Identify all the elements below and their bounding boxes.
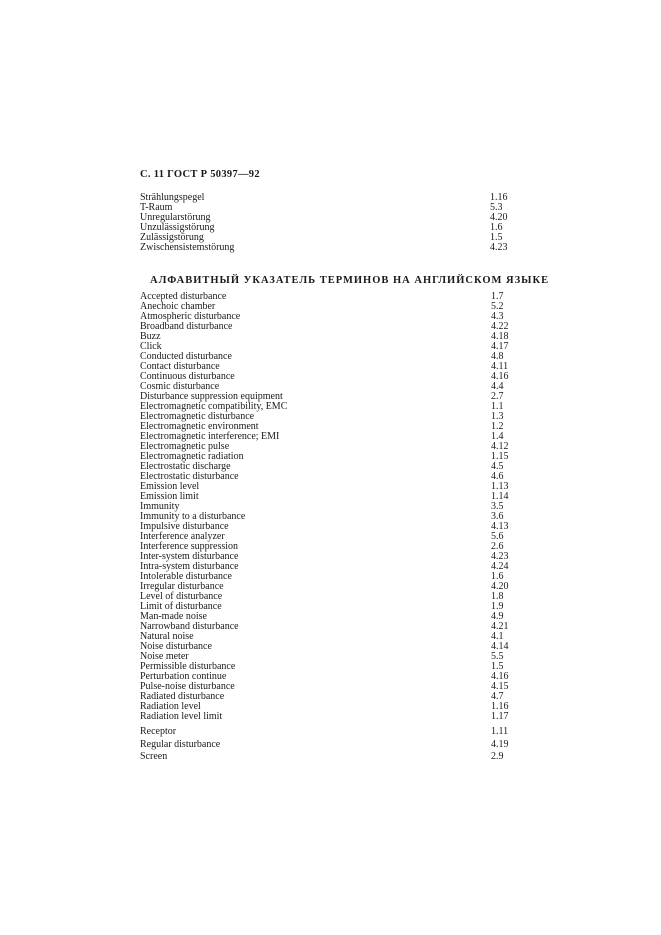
index-entry bbox=[140, 332, 520, 342]
index-entry bbox=[140, 322, 520, 332]
index-term: Emission level bbox=[140, 481, 200, 492]
index-term: Regular disturbance bbox=[140, 738, 221, 750]
index-term: Radiation level bbox=[140, 701, 201, 712]
index-term: Limit of disturbance bbox=[140, 601, 222, 612]
index-reference: 1.16 bbox=[490, 192, 508, 203]
index-reference: 4.24 bbox=[491, 561, 509, 572]
index-reference: 4.23 bbox=[491, 551, 509, 562]
index-entry bbox=[140, 492, 520, 502]
index-term: Man-made noise bbox=[140, 611, 207, 622]
index-term: Radiation level limit bbox=[140, 711, 223, 722]
index-term: Contact disturbance bbox=[140, 361, 220, 372]
page-header: С. 11 ГОСТ Р 50397—92 bbox=[140, 169, 260, 180]
index-reference: 4.13 bbox=[491, 521, 509, 532]
index-reference: 1.5 bbox=[491, 661, 504, 672]
index-term: Broadband disturbance bbox=[140, 321, 233, 332]
index-term: Conducted disturbance bbox=[140, 351, 232, 362]
index-reference: 4.3 bbox=[491, 311, 504, 322]
index-reference: 4.21 bbox=[491, 621, 509, 632]
index-reference: 3.5 bbox=[491, 501, 504, 512]
index-reference: 4.6 bbox=[491, 471, 504, 482]
index-term: Interference suppression bbox=[140, 541, 239, 552]
index-term: Interference analyzer bbox=[140, 531, 225, 542]
index-reference: 4.7 bbox=[491, 691, 504, 702]
index-reference: 1.9 bbox=[491, 601, 504, 612]
index-term: Permissible disturbance bbox=[140, 661, 236, 672]
index-term: Natural noise bbox=[140, 631, 194, 642]
index-reference: 4.11 bbox=[491, 361, 509, 372]
index-term: Immunity bbox=[140, 501, 180, 512]
index-reference: 1.5 bbox=[490, 232, 503, 243]
index-term: Irregular disturbance bbox=[140, 581, 224, 592]
index-reference: 4.17 bbox=[491, 341, 509, 352]
index-reference: 4.1 bbox=[491, 631, 504, 642]
index-term: T-Raum bbox=[140, 202, 173, 213]
index-term: Intra-system disturbance bbox=[140, 561, 239, 572]
index-entry bbox=[140, 712, 520, 722]
index-reference: 1.17 bbox=[491, 711, 509, 722]
index-reference: 1.16 bbox=[491, 701, 509, 712]
index-term: Electrostatic discharge bbox=[140, 461, 231, 472]
index-term: Buzz bbox=[140, 331, 161, 342]
index-term: Inter-system disturbance bbox=[140, 551, 239, 562]
index-term: Unzulässigstörung bbox=[140, 222, 215, 233]
index-entry bbox=[140, 739, 520, 752]
index-reference: 4.20 bbox=[491, 581, 509, 592]
index-term: Electromagnetic radiation bbox=[140, 451, 244, 462]
index-term: Click bbox=[140, 341, 162, 352]
index-term: Level of disturbance bbox=[140, 591, 223, 602]
index-reference: 1.6 bbox=[491, 571, 504, 582]
index-entry bbox=[140, 642, 520, 652]
index-term: Disturbance suppression equipment bbox=[140, 391, 283, 402]
index-term: Noise meter bbox=[140, 651, 189, 662]
index-reference: 1.2 bbox=[491, 421, 504, 432]
index-reference: 5.6 bbox=[491, 531, 504, 542]
index-reference: 4.4 bbox=[491, 381, 504, 392]
index-term: Atmospheric disturbance bbox=[140, 311, 241, 322]
index-reference: 4.16 bbox=[491, 371, 509, 382]
index-term: Electromagnetic interference; EMI bbox=[140, 431, 280, 442]
index-reference: 1.14 bbox=[491, 491, 509, 502]
index-term: Electromagnetic disturbance bbox=[140, 411, 255, 422]
index-reference: 4.20 bbox=[490, 212, 508, 223]
index-reference: 1.6 bbox=[490, 222, 503, 233]
index-term: Pulse-noise disturbance bbox=[140, 681, 235, 692]
index-term: Receptor bbox=[140, 726, 177, 737]
index-term: Electromagnetic pulse bbox=[140, 441, 230, 452]
index-term: Electromagnetic compatibility, EMC bbox=[140, 401, 288, 412]
index-term: Intolerable disturbance bbox=[140, 571, 232, 582]
index-reference: 3.6 bbox=[491, 511, 504, 522]
index-reference: 2.9 bbox=[491, 751, 504, 763]
index-reference: 4.14 bbox=[491, 641, 509, 652]
index-term: Zwischensistemstörung bbox=[140, 242, 235, 253]
index-term: Narrowband disturbance bbox=[140, 621, 239, 632]
index-entry bbox=[140, 193, 520, 203]
index-entry bbox=[140, 726, 520, 739]
index-reference: 1.4 bbox=[491, 431, 504, 442]
index-entry bbox=[140, 243, 520, 253]
index-reference: 1.3 bbox=[491, 411, 504, 422]
index-reference: 4.16 bbox=[491, 671, 509, 682]
index-reference: 1.13 bbox=[491, 481, 509, 492]
german-index-list bbox=[140, 193, 520, 253]
index-term: Unregularstörung bbox=[140, 212, 211, 223]
index-reference: 4.12 bbox=[491, 441, 509, 452]
english-index-list-tail bbox=[140, 726, 520, 764]
english-index-list bbox=[140, 292, 520, 722]
english-index-title: АЛФАВИТНЫЙ УКАЗАТЕЛЬ ТЕРМИНОВ НА АНГЛИЙСКОМ ЯЗЫКЕ bbox=[150, 275, 550, 286]
index-reference: 5.3 bbox=[490, 202, 503, 213]
index-term: Emission limit bbox=[140, 491, 199, 502]
index-reference: 5.5 bbox=[491, 651, 504, 662]
index-term: Screen bbox=[140, 751, 168, 763]
index-reference: 4.8 bbox=[491, 351, 504, 362]
index-reference: 1.7 bbox=[491, 291, 504, 302]
index-reference: 1.15 bbox=[491, 451, 509, 462]
index-reference: 4.23 bbox=[490, 242, 508, 253]
index-reference: 4.5 bbox=[491, 461, 504, 472]
index-term: Anechoic chamber bbox=[140, 301, 216, 312]
index-entry bbox=[140, 751, 520, 764]
index-term: Noise disturbance bbox=[140, 641, 212, 652]
index-reference: 4.18 bbox=[491, 331, 509, 342]
index-reference: 5.2 bbox=[491, 301, 504, 312]
index-term: Continuous disturbance bbox=[140, 371, 235, 382]
index-term: Cosmic disturbance bbox=[140, 381, 220, 392]
index-term: Strählungspegel bbox=[140, 192, 205, 203]
index-term: Impulsive disturbance bbox=[140, 521, 229, 532]
index-term: Accepted disturbance bbox=[140, 291, 227, 302]
index-term: Radiated disturbance bbox=[140, 691, 225, 702]
index-term: Perturbation continue bbox=[140, 671, 227, 682]
index-reference: 2.7 bbox=[491, 391, 504, 402]
index-reference: 2.6 bbox=[491, 541, 504, 552]
index-reference: 4.9 bbox=[491, 611, 504, 622]
index-term: Electromagnetic environment bbox=[140, 421, 259, 432]
index-reference: 4.22 bbox=[491, 321, 509, 332]
index-entry bbox=[140, 622, 520, 632]
index-reference: 4.15 bbox=[491, 681, 509, 692]
index-reference: 1.1 bbox=[491, 401, 504, 412]
index-term: Immunity to a disturbance bbox=[140, 511, 246, 522]
index-reference: 1.8 bbox=[491, 591, 504, 602]
index-term: Electrostatic disturbance bbox=[140, 471, 239, 482]
index-term: Zulässigstörung bbox=[140, 232, 204, 243]
index-reference: 1.11 bbox=[491, 726, 509, 737]
index-reference: 4.19 bbox=[491, 738, 509, 750]
